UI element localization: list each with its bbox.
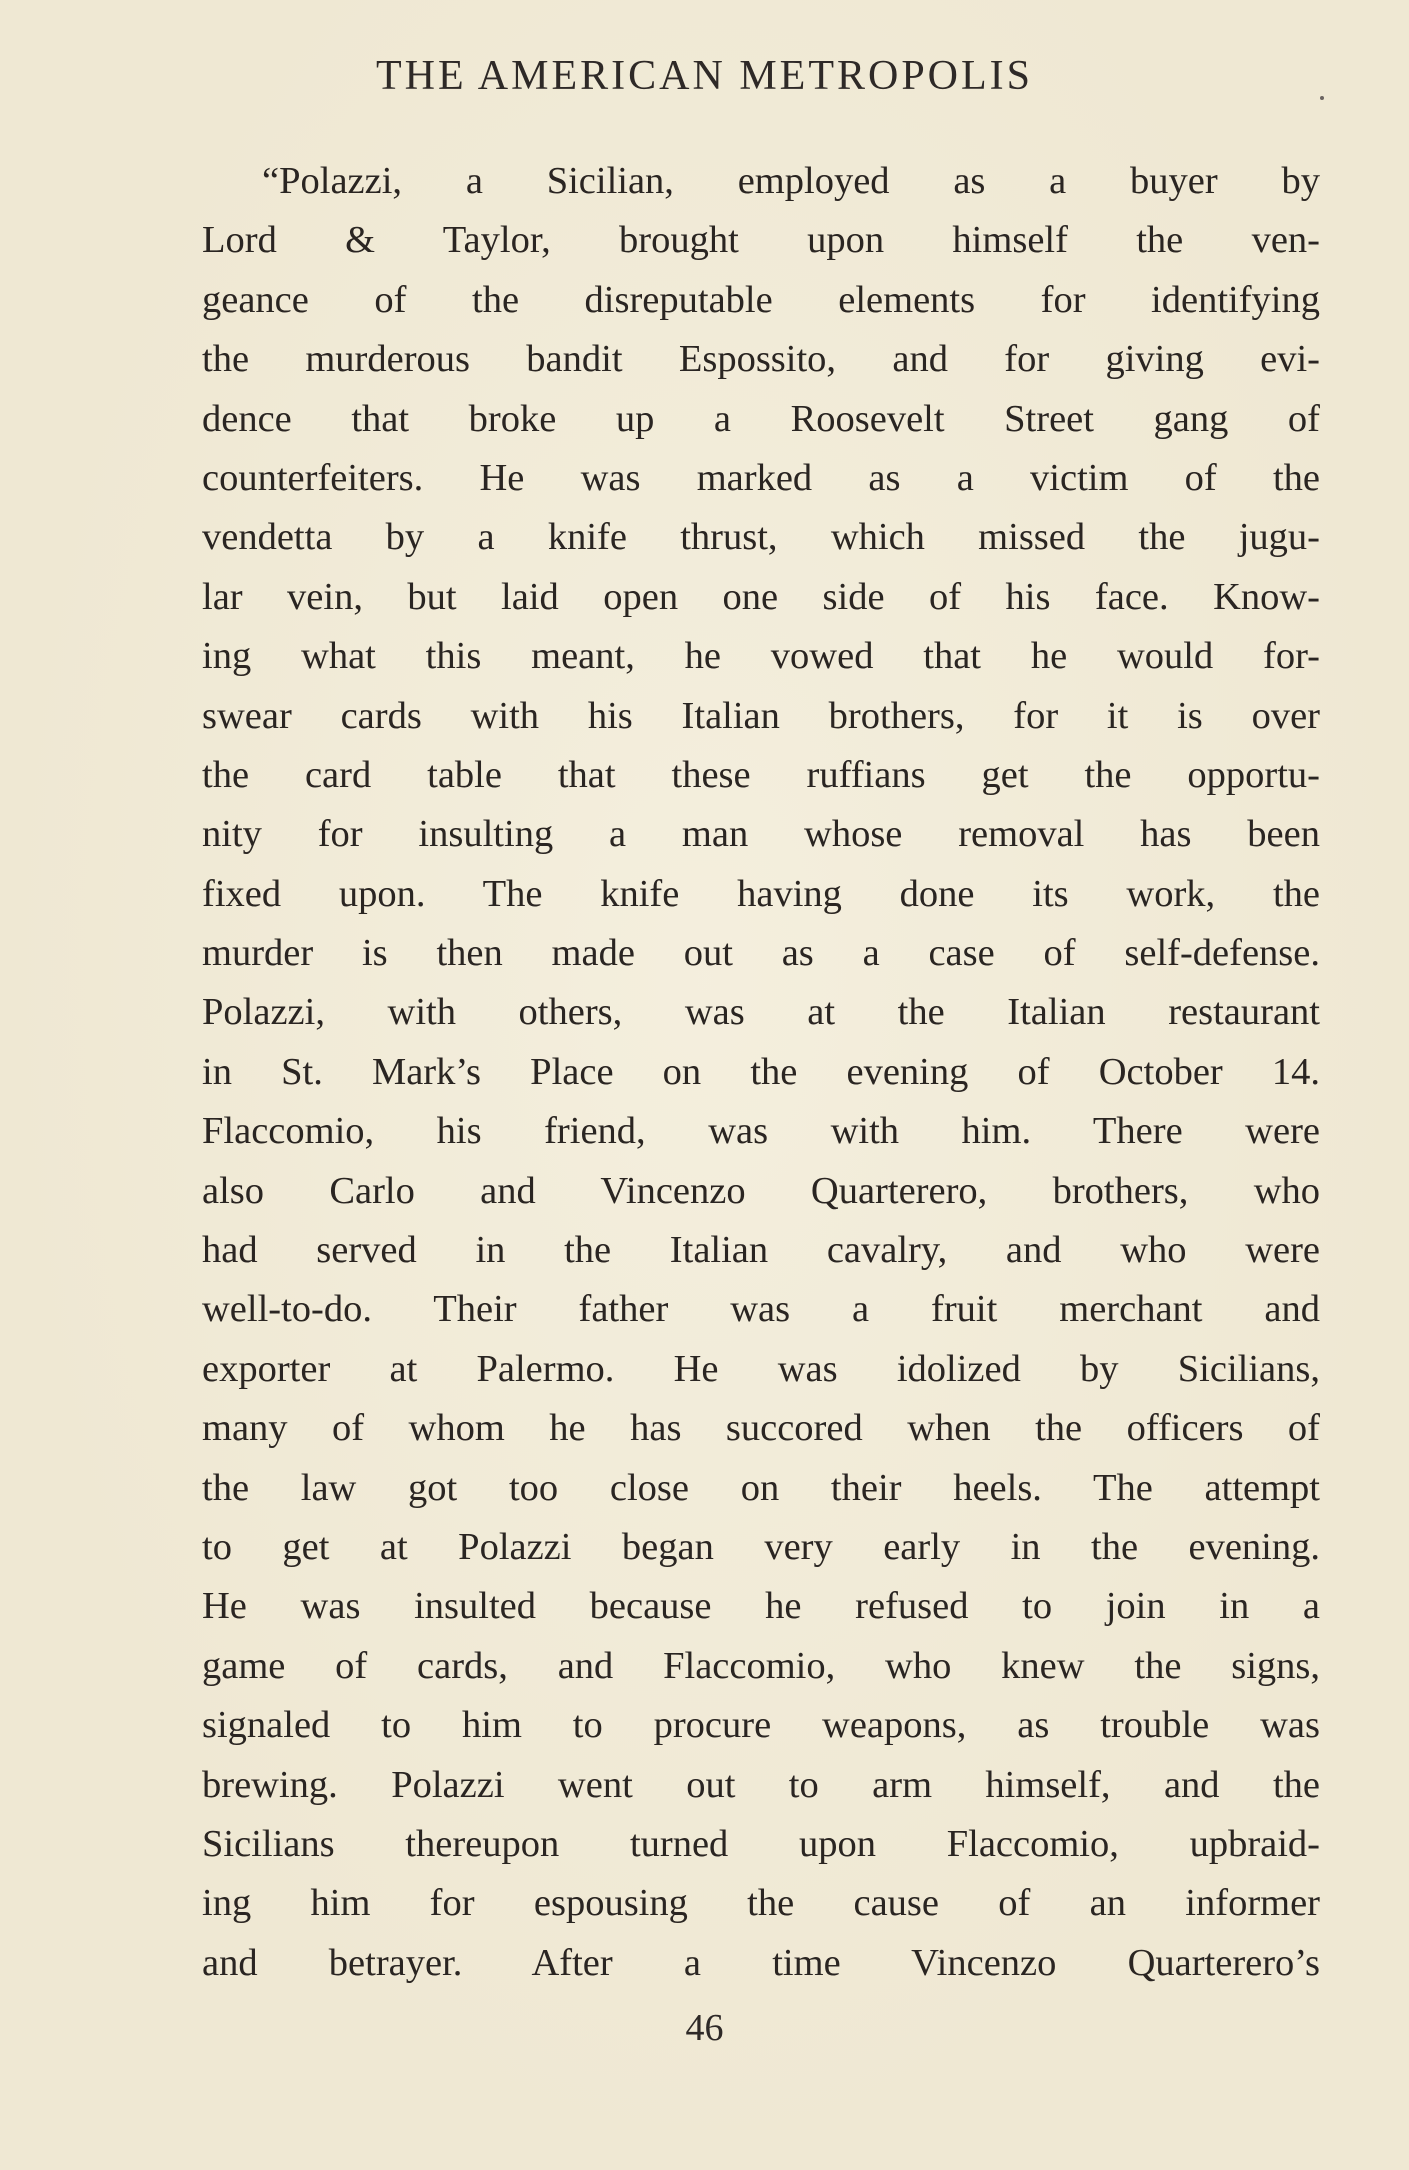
page-speck <box>1320 96 1324 100</box>
text-line: had served in the Italian cavalry, and who were <box>202 1229 1320 1272</box>
text-line: nity for insulting a man whose removal has been <box>202 813 1320 856</box>
text-line: dence that broke up a Roosevelt Street gang of <box>202 397 1320 440</box>
text-line: murder is then made out as a case of self-defense. <box>202 932 1320 975</box>
text-line: Flaccomio, his friend, was with him. There were <box>202 1110 1320 1153</box>
text-line: “Polazzi, a Sicilian, employed as a buyer by <box>262 160 1320 202</box>
body-paragraph <box>202 152 1320 1993</box>
text-line: the murderous bandit Espossito, and for giving evi- <box>202 338 1320 381</box>
text-line: ing him for espousing the cause of an informer <box>202 1882 1320 1925</box>
text-line: lar vein, but laid open one side of his face. Know- <box>202 575 1320 618</box>
text-line: ing what this meant, he vowed that he would for- <box>202 635 1320 678</box>
text-line: in St. Mark’s Place on the evening of October 14. <box>202 1050 1320 1093</box>
running-head: THE AMERICAN METROPOLIS <box>375 53 1034 99</box>
text-line: brewing. Polazzi went out to arm himself, and the <box>202 1763 1320 1806</box>
text-line: well-to-do. Their father was a fruit merchant and <box>202 1288 1320 1331</box>
text-line: Sicilians thereupon turned upon Flaccomio, upbraid- <box>202 1822 1320 1865</box>
text-line: fixed upon. The knife having done its work, the <box>202 872 1320 915</box>
text-line: Polazzi, with others, was at the Italian restaurant <box>202 991 1320 1034</box>
text-line: signaled to him to procure weapons, as trouble was <box>202 1704 1320 1747</box>
text-line: the law got too close on their heels. The attempt <box>202 1466 1320 1509</box>
text-line: geance of the disreputable elements for identifying <box>202 278 1320 321</box>
text-line: vendetta by a knife thrust, which missed the jugu- <box>202 516 1320 559</box>
text-line: the card table that these ruffians get the opportu- <box>202 753 1320 796</box>
text-line: also Carlo and Vincenzo Quarterero, brothers, who <box>202 1169 1320 1212</box>
text-line: swear cards with his Italian brothers, for it is over <box>202 694 1320 737</box>
text-line: to get at Polazzi began very early in the evening. <box>202 1525 1320 1568</box>
text-line: game of cards, and Flaccomio, who knew the signs, <box>202 1644 1320 1687</box>
text-line: counterfeiters. He was marked as a victim of the <box>202 456 1320 499</box>
page-number: 46 <box>685 2007 724 2049</box>
text-line: Lord & Taylor, brought upon himself the ven- <box>202 219 1320 262</box>
text-line: He was insulted because he refused to join in a <box>202 1585 1320 1628</box>
text-line: and betrayer. After a time Vincenzo Quarterero’s <box>202 1941 1320 1984</box>
text-line: many of whom he has succored when the officers of <box>202 1407 1320 1450</box>
text-line: exporter at Palermo. He was idolized by Sicilians, <box>202 1347 1320 1390</box>
